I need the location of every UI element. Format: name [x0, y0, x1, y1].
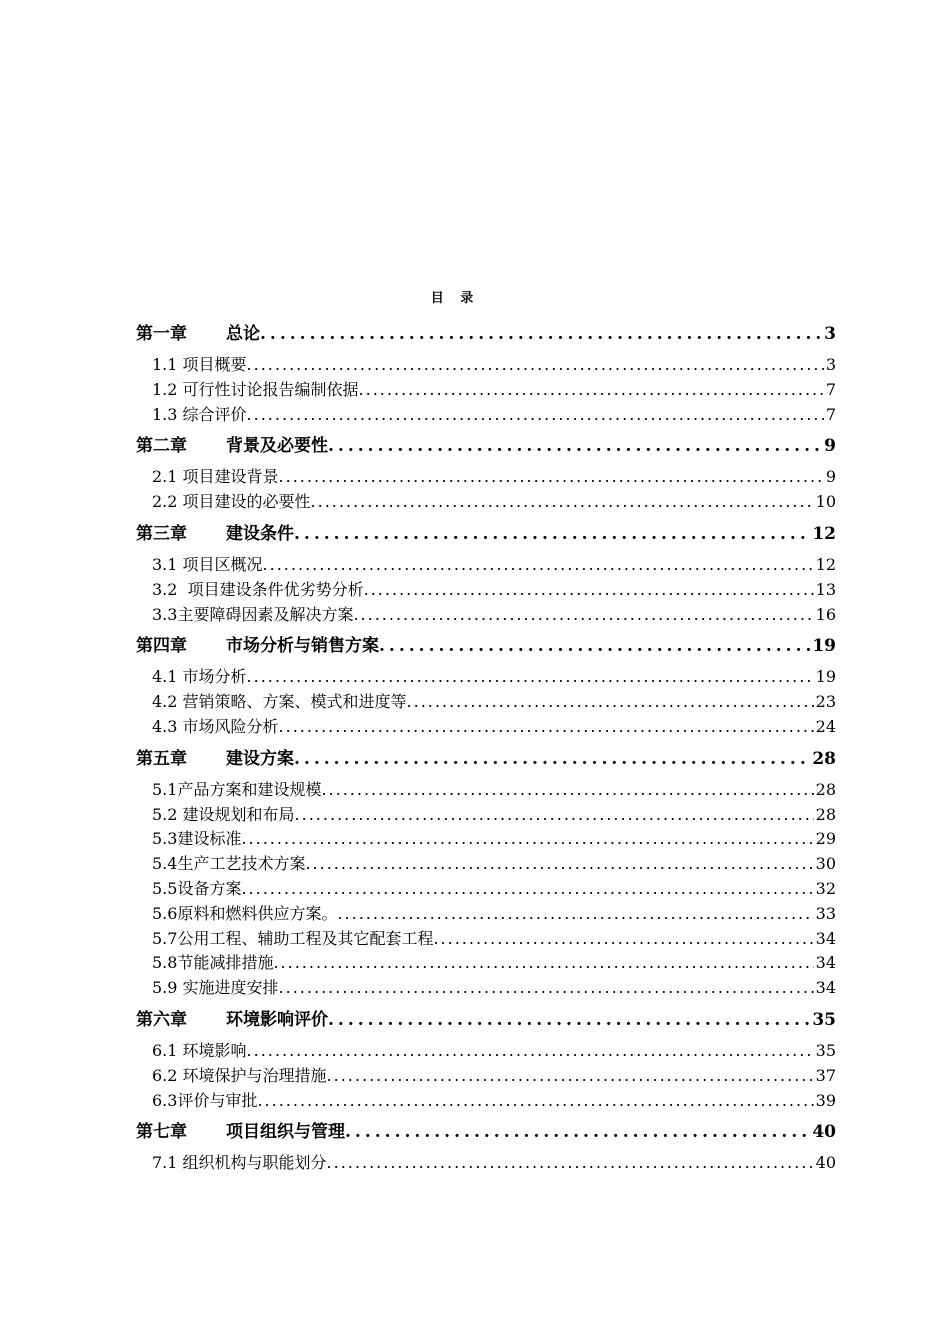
page-number: 3 [825, 355, 836, 374]
page-number: 16 [815, 604, 836, 624]
toc-section-2-1[interactable] [136, 465, 836, 490]
chapter-number: 第四章 [136, 636, 187, 657]
page-number: 40 [815, 1153, 836, 1173]
section-title: 1.3 综合评价 [152, 404, 247, 424]
leader-dots [263, 553, 814, 578]
leader-dots [241, 877, 813, 902]
toc-section-4-1[interactable] [136, 665, 836, 690]
section-title: 5.5设备方案 [152, 878, 242, 898]
toc-section-5-8[interactable] [136, 951, 836, 976]
leader-dots [321, 778, 813, 803]
section-title: 5.8节能减排措施 [152, 953, 274, 973]
leader-dots [327, 1064, 814, 1089]
leader-dots [311, 490, 814, 515]
section-title: 1.2 可行性讨论报告编制依据 [152, 379, 359, 399]
page-number: 9 [825, 467, 836, 487]
table-of-contents [136, 315, 836, 1176]
chapter-number: 第一章 [136, 324, 187, 344]
leader-dots [337, 902, 813, 927]
section-title: 2.2 项目建设的必要性 [152, 492, 311, 512]
section-title: 6.1 环境影响 [152, 1040, 247, 1060]
page-number: 10 [815, 492, 836, 512]
toc-section-5-4[interactable] [136, 852, 836, 877]
page-number: 35 [812, 1009, 836, 1030]
toc-chapter-3[interactable] [136, 519, 836, 549]
toc-chapter-6[interactable] [136, 1005, 836, 1035]
page-number: 19 [815, 667, 836, 687]
leader-dots [353, 603, 813, 628]
leader-dots [279, 465, 824, 490]
toc-section-3-1[interactable] [136, 553, 836, 578]
page-number: 34 [815, 953, 836, 973]
page-number: 32 [815, 878, 836, 898]
toc-section-7-1[interactable] [136, 1151, 836, 1176]
page-number: 29 [815, 829, 836, 849]
page-number: 40 [812, 1122, 836, 1143]
toc-section-5-6[interactable] [136, 902, 836, 927]
leader-dots [279, 976, 814, 1001]
toc-section-5-9[interactable] [136, 976, 836, 1001]
chapter-title: 建设方案 [226, 748, 294, 769]
toc-section-2-2[interactable] [136, 490, 836, 515]
chapter-title: 市场分析与销售方案 [226, 636, 379, 657]
section-title: 5.2 建设规划和布局 [152, 804, 295, 824]
page-number: 3 [824, 324, 836, 344]
chapter-number: 第三章 [136, 523, 187, 544]
section-title: 4.3 市场风险分析 [152, 716, 279, 736]
leader-dots [260, 319, 822, 349]
page-number: 23 [815, 692, 836, 712]
toc-section-6-1[interactable] [136, 1039, 836, 1064]
page-number: 19 [812, 636, 836, 657]
page-number: 24 [815, 716, 836, 736]
section-title: 1.1 项目概要 [152, 355, 247, 374]
leader-dots [294, 744, 810, 774]
page-number: 7 [825, 404, 836, 424]
leader-dots [247, 665, 814, 690]
toc-section-5-1[interactable] [136, 778, 836, 803]
toc-chapter-1[interactable] [136, 319, 836, 349]
leader-dots [305, 852, 813, 877]
section-title: 6.3评价与审批 [152, 1090, 258, 1110]
page-number: 28 [815, 804, 836, 824]
toc-section-5-5[interactable] [136, 877, 836, 902]
toc-chapter-7[interactable] [136, 1117, 836, 1147]
section-title: 2.1 项目建设背景 [152, 467, 279, 487]
page-number: 7 [825, 379, 836, 399]
section-title: 5.9 实施进度安排 [152, 978, 279, 998]
toc-section-5-3[interactable] [136, 827, 836, 852]
leader-dots [364, 578, 814, 603]
page-number: 28 [815, 779, 836, 799]
chapter-number: 第六章 [136, 1009, 187, 1030]
chapter-number: 第五章 [136, 748, 187, 769]
chapter-title: 项目组织与管理 [226, 1122, 345, 1143]
toc-chapter-4[interactable] [136, 631, 836, 661]
chapter-title: 环境影响评价 [226, 1009, 328, 1030]
toc-section-4-3[interactable] [136, 715, 836, 740]
leader-dots [273, 951, 813, 976]
leader-dots [295, 803, 814, 828]
section-title: 3.1 项目区概况 [152, 554, 263, 574]
leader-dots [294, 519, 810, 549]
toc-section-1-2[interactable] [136, 378, 836, 403]
section-title: 3.3主要障碍因素及解决方案 [152, 604, 354, 624]
page-number: 12 [812, 523, 836, 544]
section-title: 4.2 营销策略、方案、模式和进度等 [152, 692, 407, 712]
page-number: 34 [815, 928, 836, 948]
leader-dots [379, 631, 810, 661]
chapter-title: 总论 [226, 324, 260, 344]
toc-section-4-2[interactable] [136, 690, 836, 715]
leader-dots [241, 827, 813, 852]
section-title: 6.2 环境保护与治理措施 [152, 1065, 327, 1085]
leader-dots [279, 715, 814, 740]
page-number: 13 [815, 579, 836, 599]
chapter-number: 第七章 [136, 1122, 187, 1143]
page-number: 33 [815, 903, 836, 923]
leader-dots [407, 690, 814, 715]
leader-dots [247, 353, 824, 378]
leader-dots [433, 927, 813, 952]
toc-chapter-5[interactable] [136, 744, 836, 774]
toc-chapter-2[interactable] [136, 431, 836, 461]
page-number: 35 [815, 1040, 836, 1060]
toc-section-6-3[interactable] [136, 1089, 836, 1114]
section-title: 5.3建设标准 [152, 829, 242, 849]
toc-section-1-1[interactable] [136, 353, 836, 378]
leader-dots [257, 1089, 813, 1114]
page-number: 28 [812, 748, 836, 769]
leader-dots [327, 1151, 814, 1176]
toc-title: 目 录 [430, 291, 480, 306]
toc-section-5-7[interactable] [136, 927, 836, 952]
page-number: 30 [815, 854, 836, 874]
toc-section-3-3[interactable] [136, 603, 836, 628]
leader-dots [345, 1117, 810, 1147]
leader-dots [247, 1039, 814, 1064]
page-number: 9 [824, 436, 836, 457]
toc-section-6-2[interactable] [136, 1064, 836, 1089]
toc-section-3-2[interactable] [136, 578, 836, 603]
leader-dots [328, 431, 822, 461]
section-title: 5.6原料和燃料供应方案。 [152, 903, 338, 923]
section-title: 5.1产品方案和建设规模 [152, 779, 322, 799]
toc-section-5-2[interactable] [136, 803, 836, 828]
section-title: 5.7公用工程、辅助工程及其它配套工程 [152, 928, 434, 948]
chapter-title: 建设条件 [226, 523, 294, 544]
chapter-title: 背景及必要性 [226, 436, 328, 457]
toc-section-1-3[interactable] [136, 403, 836, 428]
page-number: 37 [815, 1065, 836, 1085]
chapter-number: 第二章 [136, 436, 187, 457]
section-title: 3.2 项目建设条件优劣势分析 [152, 579, 364, 599]
page-number: 39 [815, 1090, 836, 1110]
section-title: 5.4生产工艺技术方案 [152, 854, 306, 874]
section-title: 7.1 组织机构与职能划分 [152, 1153, 327, 1173]
leader-dots [328, 1005, 810, 1035]
page-number: 12 [815, 554, 836, 574]
page-number: 34 [815, 978, 836, 998]
leader-dots [247, 403, 824, 428]
leader-dots [359, 378, 824, 403]
section-title: 4.1 市场分析 [152, 667, 247, 687]
